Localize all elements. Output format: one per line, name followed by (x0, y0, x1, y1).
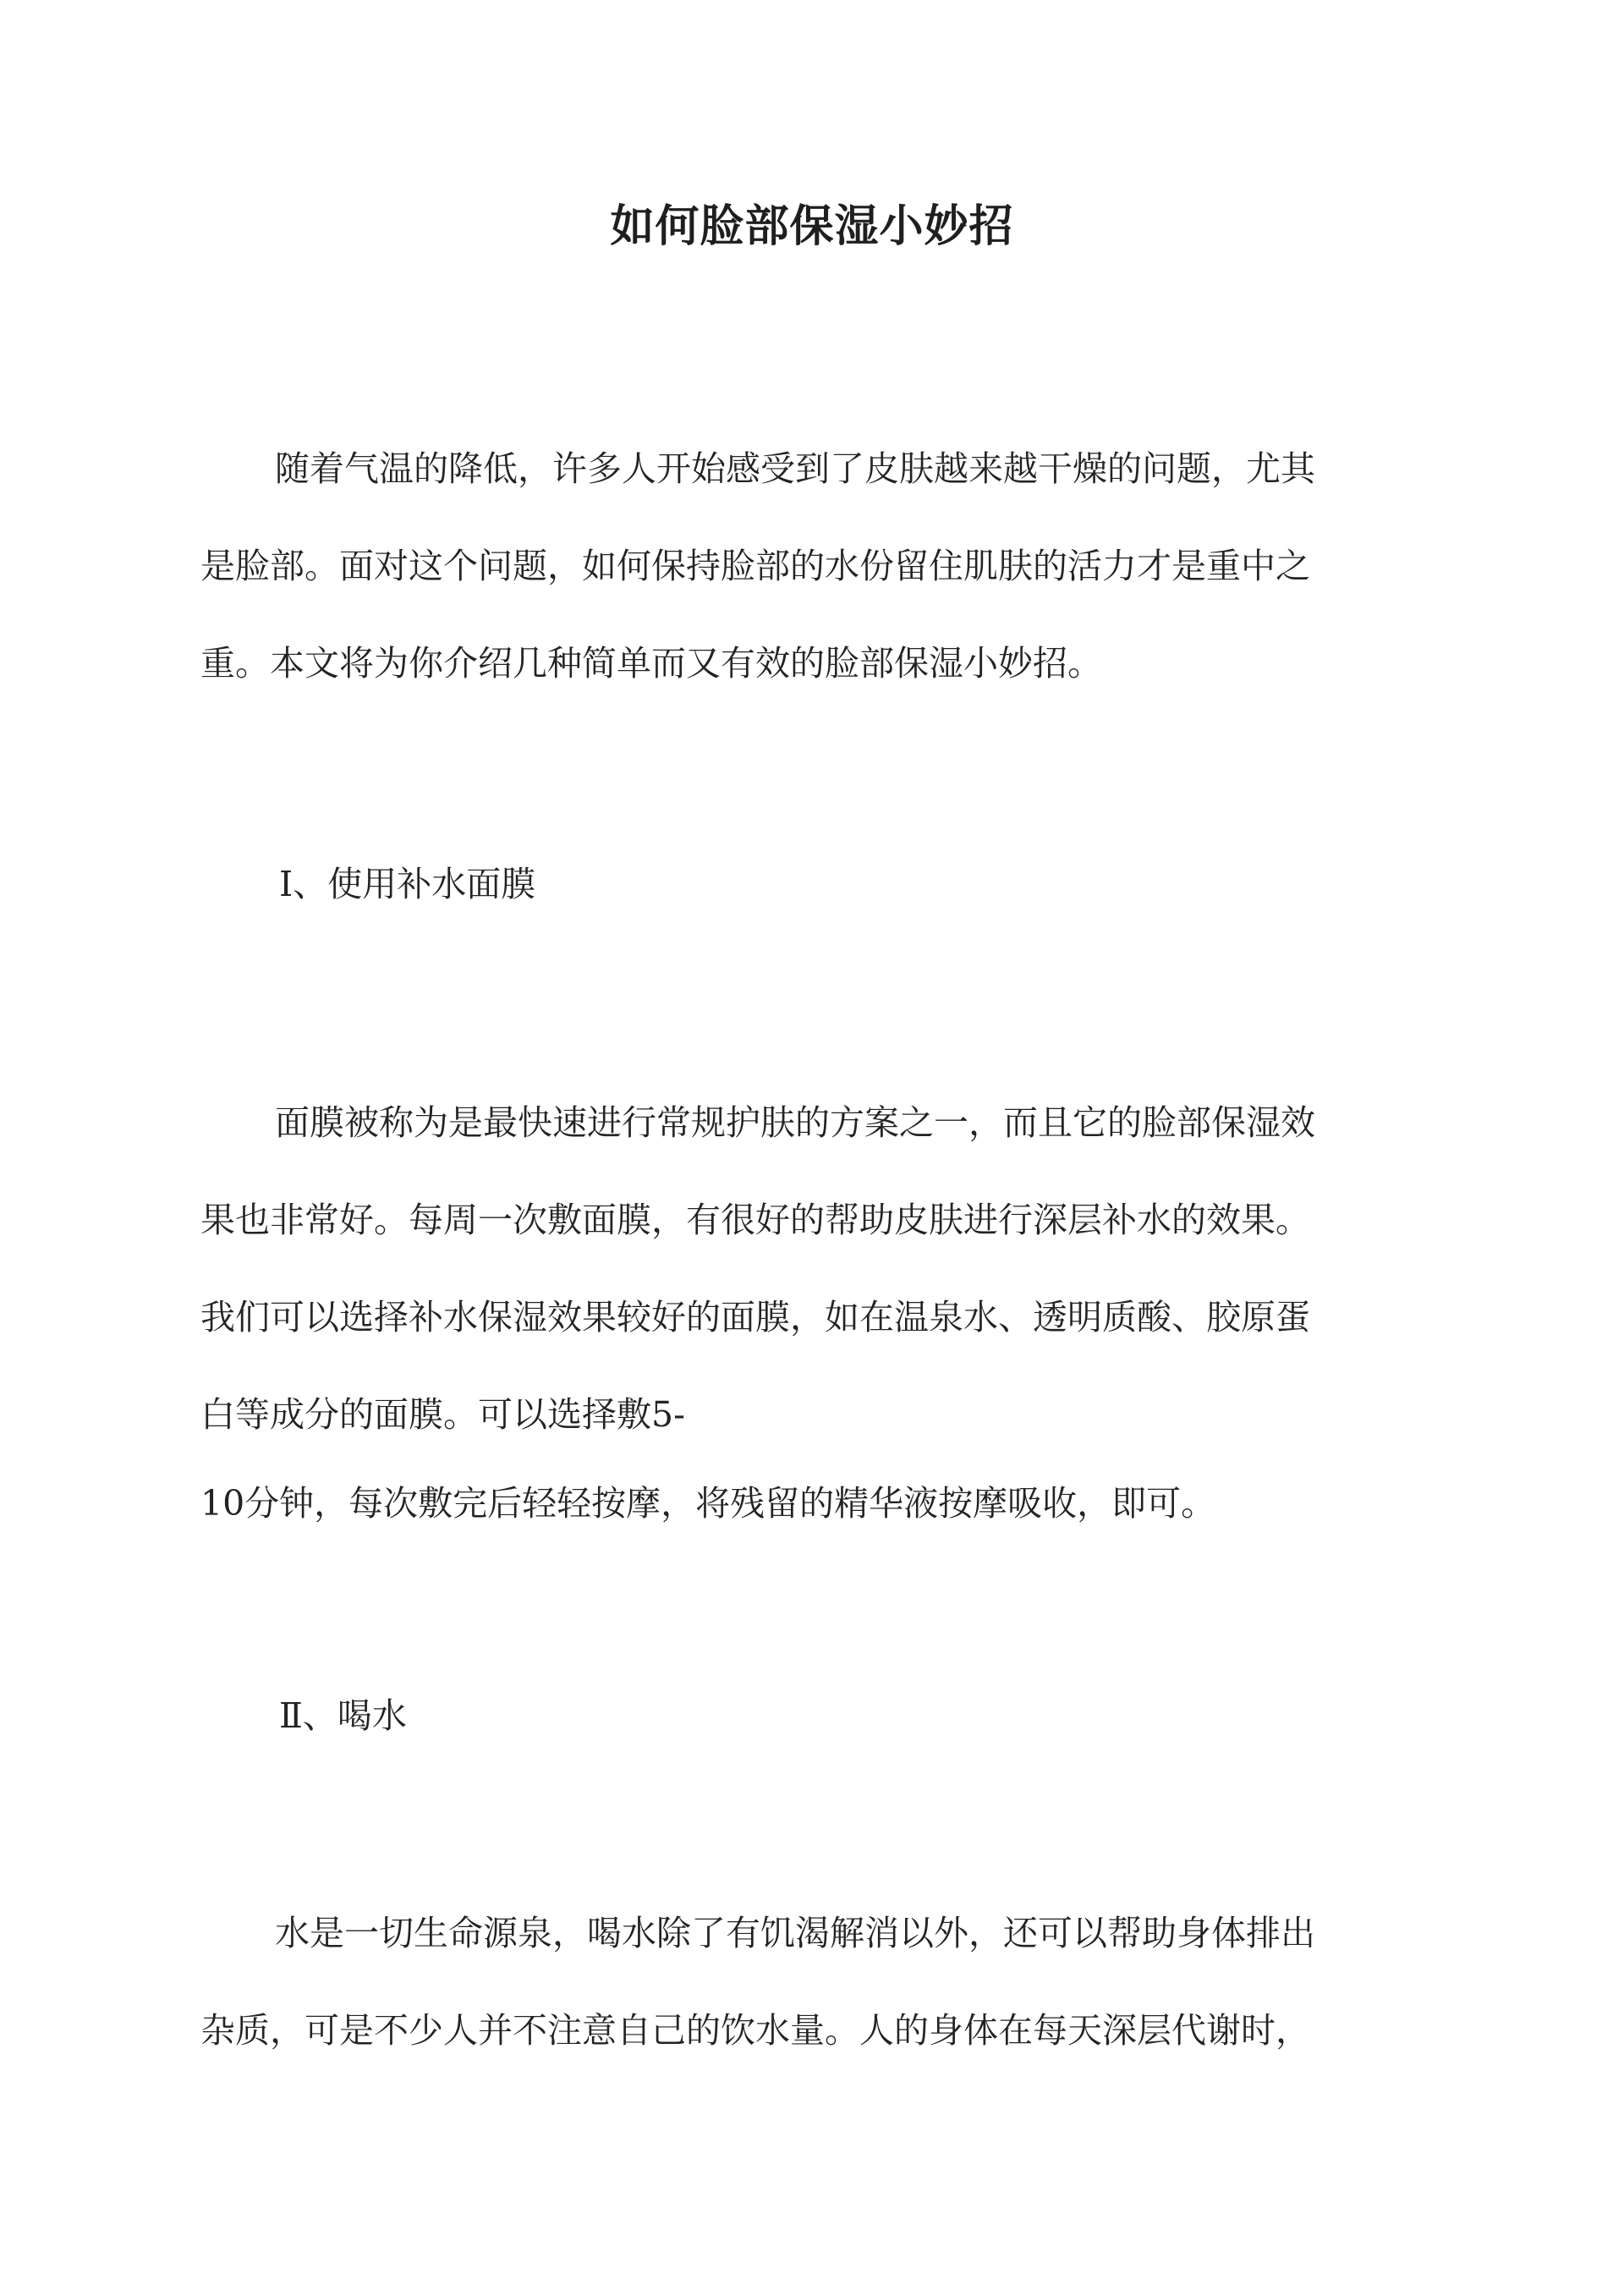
intro-line: 重。本文将为你介绍几种简单而又有效的脸部保湿小妙招。 (200, 643, 1102, 684)
document-title: 如何脸部保湿小妙招 (610, 200, 1014, 252)
intro-line: 随着气温的降低，许多人开始感受到了皮肤越来越干燥的问题，尤其 (275, 448, 1315, 489)
section1-heading: Ⅰ、使用补水面膜 (279, 864, 536, 904)
section1-line: 果也非常好。每周一次敷面膜，有很好的帮助皮肤进行深层补水的效果。 (200, 1200, 1310, 1240)
intro-line: 是脸部。面对这个问题，如何保持脸部的水份留住肌肤的活力才是重中之 (200, 546, 1310, 586)
section2-heading: Ⅱ、喝水 (279, 1695, 407, 1736)
section1-line: 面膜被称为是最快速进行常规护肤的方案之一，而且它的脸部保湿效 (275, 1102, 1315, 1143)
section1-paragraph-continued (200, 1455, 1423, 1552)
intro-paragraph (200, 420, 1423, 712)
section2-paragraph (200, 1885, 1423, 2079)
section1-line: 我们可以选择补水保湿效果较好的面膜，如在温泉水、透明质酸、胶原蛋 (200, 1297, 1310, 1338)
section1-paragraph (200, 1074, 1423, 1464)
section1-line: 10分钟，每次敷完后轻轻按摩，将残留的精华液按摩吸收，即可。 (200, 1483, 1216, 1524)
section2-line: 水是一切生命源泉，喝水除了有饥渴解消以外，还可以帮助身体排出 (275, 1913, 1315, 1953)
section1-line: 白等成分的面膜。可以选择敷5- (200, 1394, 685, 1435)
section2-line: 杂质，可是不少人并不注意自己的饮水量。人的身体在每天深层代谢时， (200, 2010, 1310, 2051)
